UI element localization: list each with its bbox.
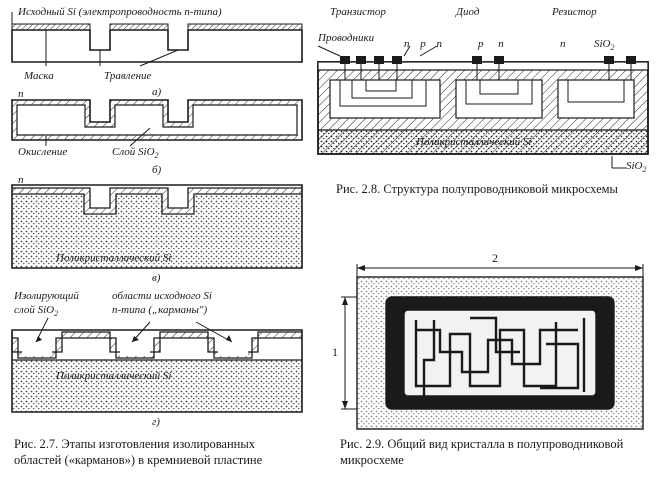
dimension-left-label: 1 [332,345,338,359]
figure-2-7-caption: Рис. 2.7. Этапы изготовления изолированных областей («карманов») в кремниевой пластине [14,437,263,467]
poly-label-fig28: Поликристаллический Si [416,136,532,148]
stage-a-top-label: Исходный Si (электропроводность n-типа) [18,6,222,18]
stage-c-letter: в) [152,272,161,284]
dimension-top-label: 2 [492,251,498,265]
diode-layers-label: p n [478,38,510,50]
stage-d-poly-label: Поликристаллический Si [56,370,172,382]
figure-2-8-caption: Рис. 2.8. Структура полупроводниковой микросхемы [336,182,618,196]
resistor-layers-label: n [560,38,566,50]
stage-d-regions-label-1: области исходного Si [112,290,212,302]
stage-c-poly-label: Поликристаллический Si [56,252,172,264]
stage-b-oxidation-label: Окисление [18,146,68,158]
stage-a-letter: а) [152,86,162,98]
figure-2-9-caption: Рис. 2.9. Общий вид кристалла в полупроводниковой микросхеме [340,437,624,467]
transistor-header: Транзистор [330,6,386,18]
stage-d-insulator-label-1: Изолирующий [14,290,79,302]
transistor-layers-label: n p n [404,38,446,50]
stage-b-letter: б) [152,164,162,176]
stage-b-n-marker: n [18,88,24,100]
conductors-label: Проводники [318,32,375,44]
resistor-header: Резистор [552,6,597,18]
diode-header: Диод [456,6,480,18]
stage-d-regions-label-2: n-типа („карманы") [112,304,208,316]
stage-d-letter: г) [152,416,160,428]
stage-a-etch-label: Травление [104,70,152,82]
stage-d-insulator-label-2: слой SiO$_2$ [14,304,59,319]
stage-c-n-marker: n [18,174,24,186]
stage-b-layer-label: Слой SiO$_2$ [112,146,159,161]
stage-a-mask-label: Маска [24,70,54,82]
sio2-bottom-label: SiO$_2$ [626,160,647,175]
sio2-top-label: SiO$_2$ [594,38,615,53]
